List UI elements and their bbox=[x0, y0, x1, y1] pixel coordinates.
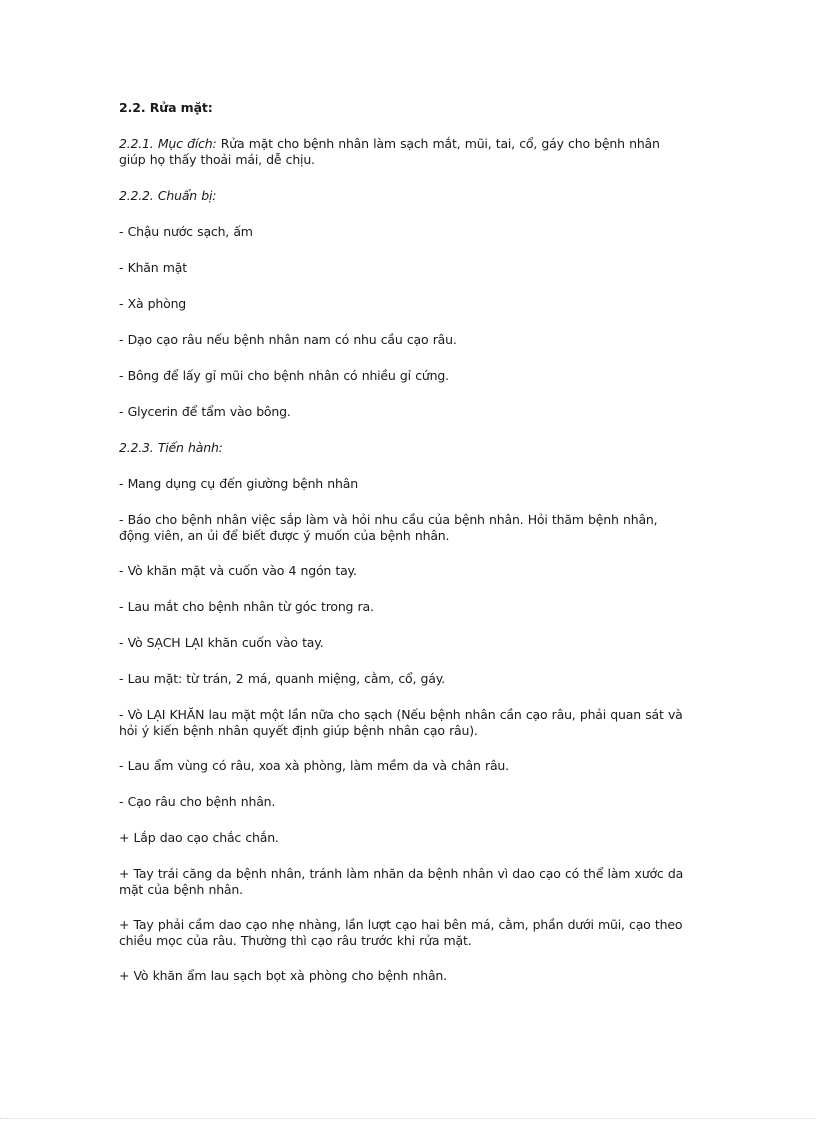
procedure-step: - Vò SẠCH LẠI khăn cuốn vào tay. bbox=[119, 635, 324, 650]
prep-item: - Glycerin để tẩm vào bông. bbox=[119, 404, 291, 419]
procedure-substep: + Vò khăn ẩm lau sạch bọt xà phòng cho bệnh nhân. bbox=[119, 968, 447, 983]
prep-item: - Khăn mặt bbox=[119, 260, 187, 275]
purpose-paragraph bbox=[119, 136, 689, 168]
prep-item: - Bông để lấy gỉ mũi cho bệnh nhân có nhiều gỉ cứng. bbox=[119, 368, 449, 383]
procedure-step: - Lau mắt cho bệnh nhân từ góc trong ra. bbox=[119, 599, 374, 614]
procedure-substep: + Tay trái căng da bệnh nhân, tránh làm nhăn da bệnh nhân vì dao cạo có thể làm xước da mặt của bệnh nhân. bbox=[119, 866, 684, 897]
purpose-label: 2.2.1. Mục đích: bbox=[119, 136, 217, 151]
procedure-step: - Báo cho bệnh nhân việc sắp làm và hỏi nhu cầu của bệnh nhân. Hỏi thăm bệnh nhân, động viên, an ủi để biết được ý muốn của bệnh nhân. bbox=[119, 512, 658, 543]
procedure-step: - Lau mặt: từ trán, 2 má, quanh miệng, cằm, cổ, gáy. bbox=[119, 671, 445, 686]
procedure-step: - Lau ẩm vùng có râu, xoa xà phòng, làm mềm da và chân râu. bbox=[119, 758, 509, 773]
prep-item: - Dạo cạo râu nếu bệnh nhân nam có nhu cầu cạo râu. bbox=[119, 332, 457, 347]
section-heading: 2.2. Rửa mặt: bbox=[119, 100, 213, 115]
preparation-label: 2.2.2. Chuẩn bị: bbox=[119, 188, 217, 203]
procedure-step: - Mang dụng cụ đến giường bệnh nhân bbox=[119, 476, 358, 491]
prep-item: - Chậu nước sạch, ấm bbox=[119, 224, 253, 239]
procedure-step: - Vò LẠI KHĂN lau mặt một lần nữa cho sạch (Nếu bệnh nhân cần cạo râu, phải quan sát và hỏi ý kiến bệnh nhân quyết định giúp bệnh nhân cạo râu). bbox=[119, 707, 683, 738]
document-content bbox=[119, 100, 689, 1004]
procedure-label: 2.2.3. Tiến hành: bbox=[119, 440, 223, 455]
procedure-step: - Vò khăn mặt và cuốn vào 4 ngón tay. bbox=[119, 563, 357, 578]
procedure-step: - Cạo râu cho bệnh nhân. bbox=[119, 794, 276, 809]
purpose-text: Rửa mặt cho bệnh nhân làm sạch mắt, mũi, tai, cổ, gáy cho bệnh nhân giúp họ thấy thoải mái, dễ chịu. bbox=[119, 136, 660, 167]
procedure-substep: + Tay phải cầm dao cạo nhẹ nhàng, lần lượt cạo hai bên má, cằm, phần dưới mũi, cạo theo chiều mọc của râu. Thường thì cạo râu trước khi rửa mặt. bbox=[119, 917, 683, 948]
prep-item: - Xà phòng bbox=[119, 296, 187, 311]
page-bottom-divider bbox=[0, 1118, 816, 1119]
procedure-substep: + Lắp dao cạo chắc chắn. bbox=[119, 830, 279, 845]
